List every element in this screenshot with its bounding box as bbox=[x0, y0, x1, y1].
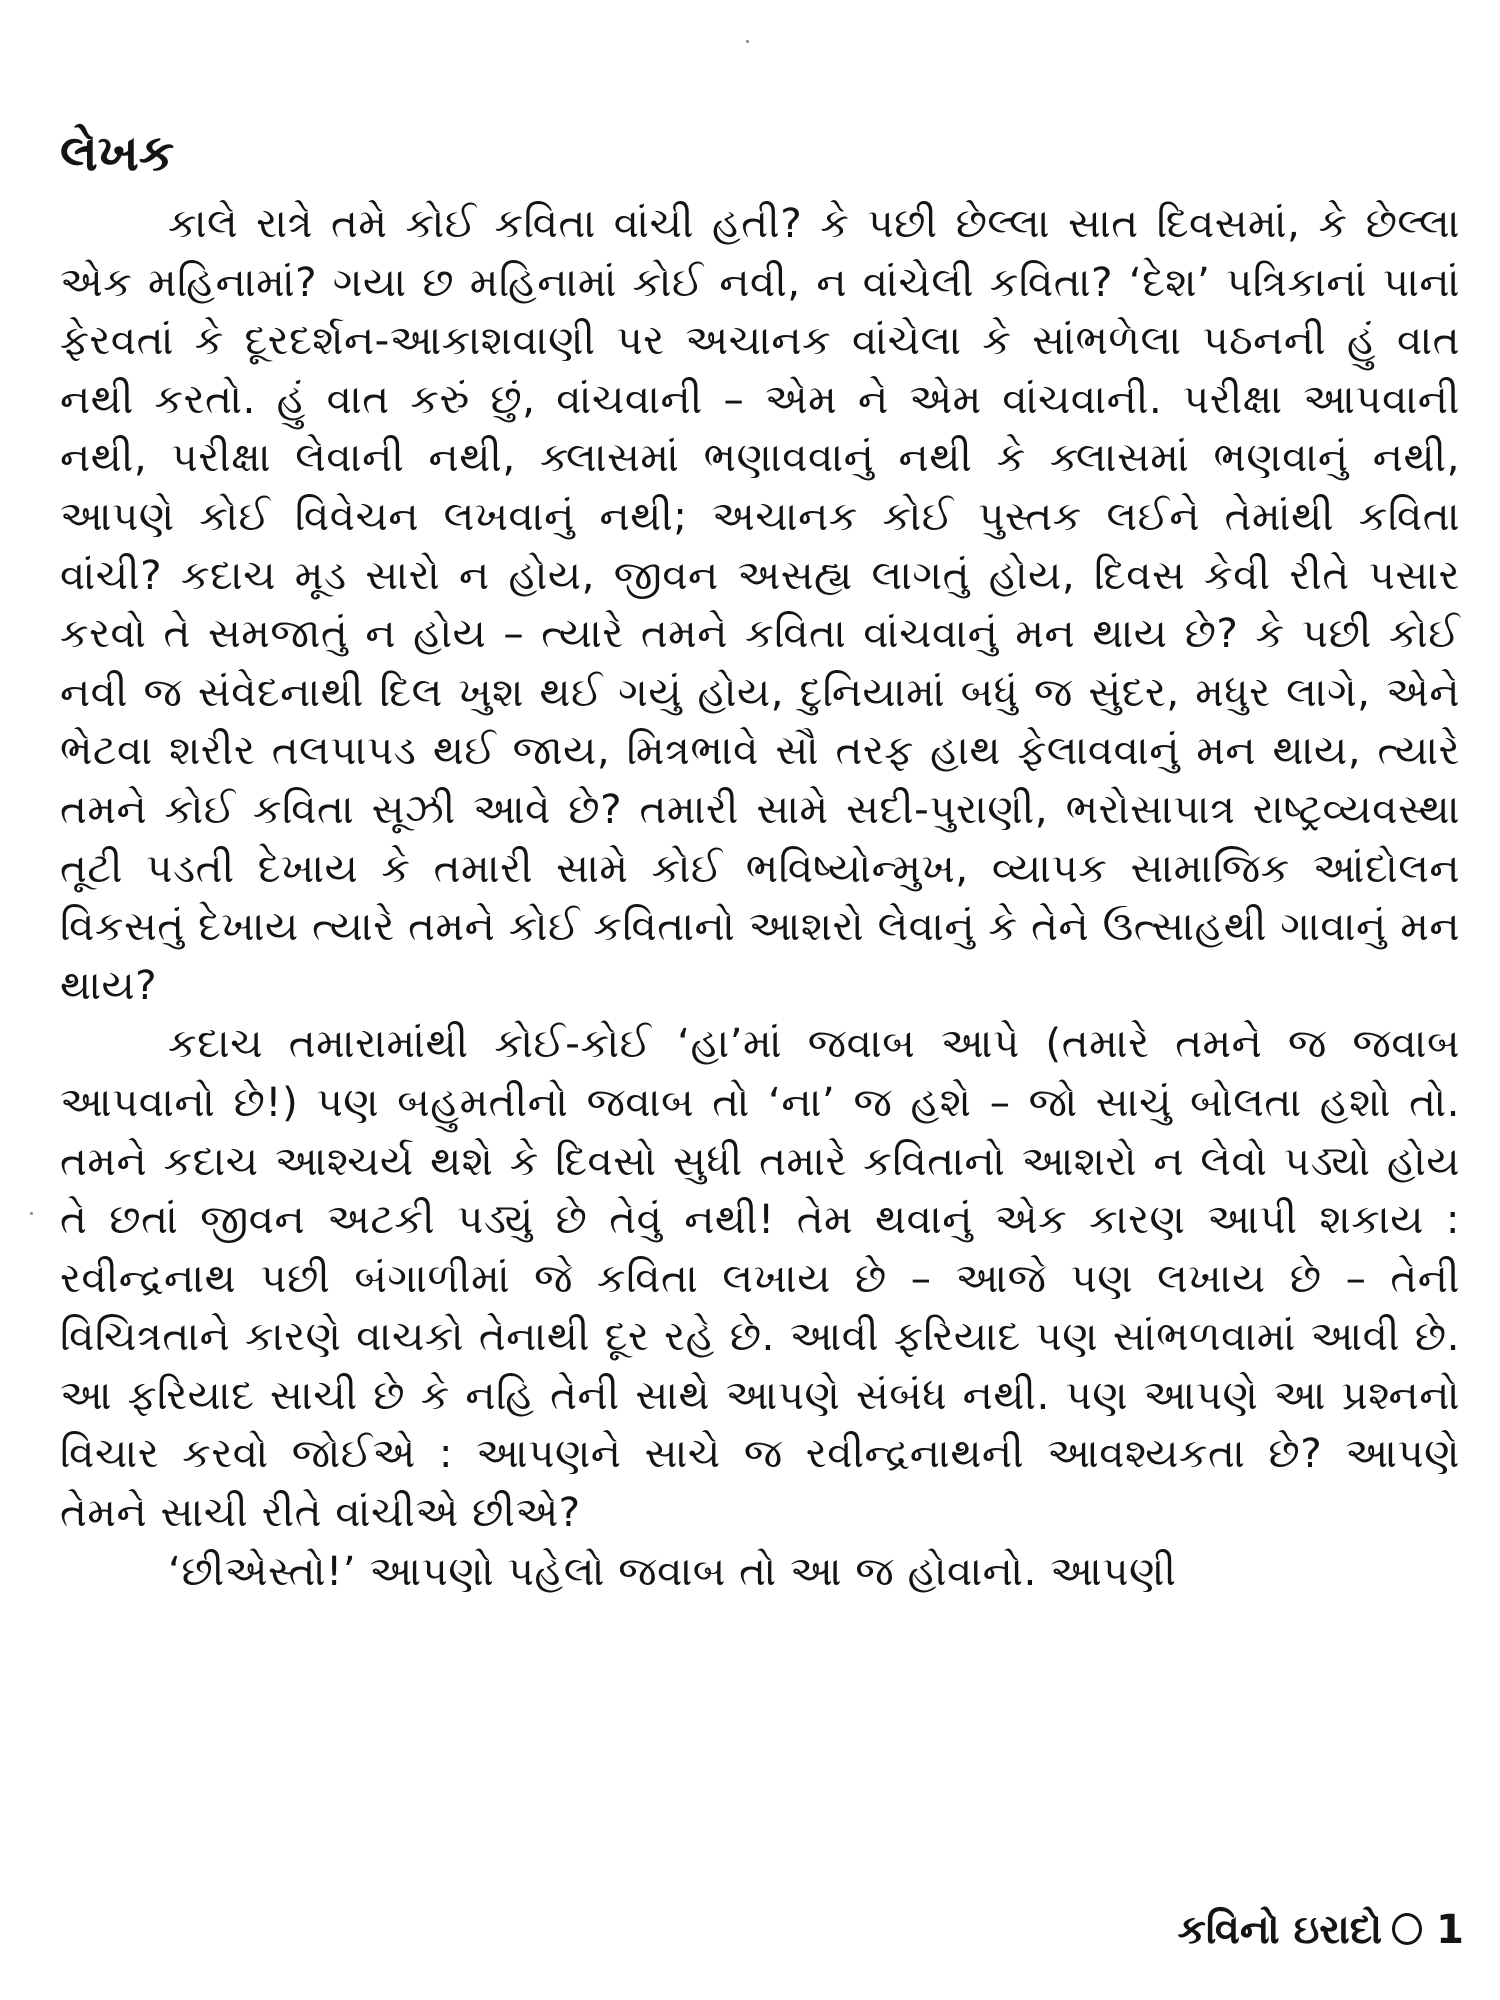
scan-speck bbox=[30, 1212, 33, 1215]
page-body bbox=[60, 118, 1460, 1600]
section-heading: લેખક bbox=[60, 124, 175, 182]
paragraph-3: ‘છીએસ્તો!’ આપણો પહેલો જવાબ તો આ જ હોવાનો. આપણી bbox=[168, 1546, 1177, 1595]
paragraph-1: કાલે રાત્રે તમે કોઈ કવિતા વાંચી હતી? કે પછી છેલ્લા સાત દિવસમાં, કે છેલ્લા એક મહિનામાં? ગયા છ મહિનામાં કોઈ નવી, ન વાંચેલી કવિતા? ‘દેશ’ પત્રિકાનાં પાનાં ફેરવતાં કે દૂરદર્શન-આકાશવાણી પર અચાનક વાંચેલા કે સાંભળેલા પઠનની હું વાત નથી કરતો. હું વાત કરું છું, વાંચવાની – એમ ને એમ વાંચવાની. પરીક્ષા આપવાની નથી, પરીક્ષા લેવાની નથી, ક્લાસમાં ભણાવવાનું નથી કે ક્લાસમાં ભણવાનું નથી, આપણે કોઈ વિવેચન લખવાનું નથી; અચાનક કોઈ પુસ્તક લઈને તેમાંથી કવિતા વાંચી? કદાચ મૂડ સારો ન હોય, જીવન અસહ્ય લાગતું હોય, દિવસ કેવી રીતે પસાર કરવો તે સમજાતું ન હોય – ત્યારે તમને કવિતા વાંચવાનું મન થાય છે? કે પછી કોઈ નવી જ સંવેદનાથી દિલ ખુશ થઈ ગયું હોય, દુનિયામાં બધું જ સુંદર, મધુર લાગે, એને ભેટવા શરીર તલપાપડ થઈ જાય, મિત્રભાવે સૌ તરફ હાથ ફેલાવવાનું મન થાય, ત્યારે તમને કોઈ કવિતા સૂઝી આવે છે? તમારી સામે સદી-પુરાણી, ભરોસાપાત્ર રાષ્ટ્રવ્યવસ્થા તૂટી પડતી દેખાય કે તમારી સામે કોઈ ભવિષ્યોન્મુખ, વ્યાપક સામાજિક આંદોલન વિકસતું દેખાય ત્યારે તમને કોઈ કવિતાનો આશરો લેવાનું કે તેને ઉત્સાહથી ગાવાનું મન થાય? bbox=[60, 199, 1460, 1009]
page-number: 1 bbox=[1436, 1907, 1464, 1953]
scan-speck bbox=[746, 40, 749, 43]
book-title: કવિનો ઇરાદો bbox=[1177, 1907, 1383, 1953]
circle-separator-icon bbox=[1392, 1913, 1422, 1945]
paragraph-2: કદાચ તમારામાંથી કોઈ-કોઈ ‘હા’માં જવાબ આપે (તમારે તમને જ જવાબ આપવાનો છે!) પણ બહુમતીનો જવાબ તો ‘ના’ જ હશે – જો સાચું બોલતા હશો તો. તમને કદાચ આશ્ચર્ય થશે કે દિવસો સુધી તમારે કવિતાનો આશરો ન લેવો પડ્યો હોય તે છતાં જીવન અટકી પડ્યું છે તેવું નથી! તેમ થવાનું એક કારણ આપી શકાય : રવીન્દ્રનાથ પછી બંગાળીમાં જે કવિતા લખાય છે – આજે પણ લખાય છે – તેની વિચિત્રતાને કારણે વાચકો તેનાથી દૂર રહે છે. આવી ફરિયાદ પણ સાંભળવામાં આવી છે. આ ફરિયાદ સાચી છે કે નહિ તેની સાથે આપણે સંબંધ નથી. પણ આપણે આ પ્રશ્નનો વિચાર કરવો જોઈએ : આપણને સાચે જ રવીન્દ્રનાથની આવશ્યકતા છે? આપણે તેમને સાચી રીતે વાંચીએ છીએ? bbox=[60, 1019, 1460, 1537]
page-footer bbox=[1178, 1902, 1464, 1958]
